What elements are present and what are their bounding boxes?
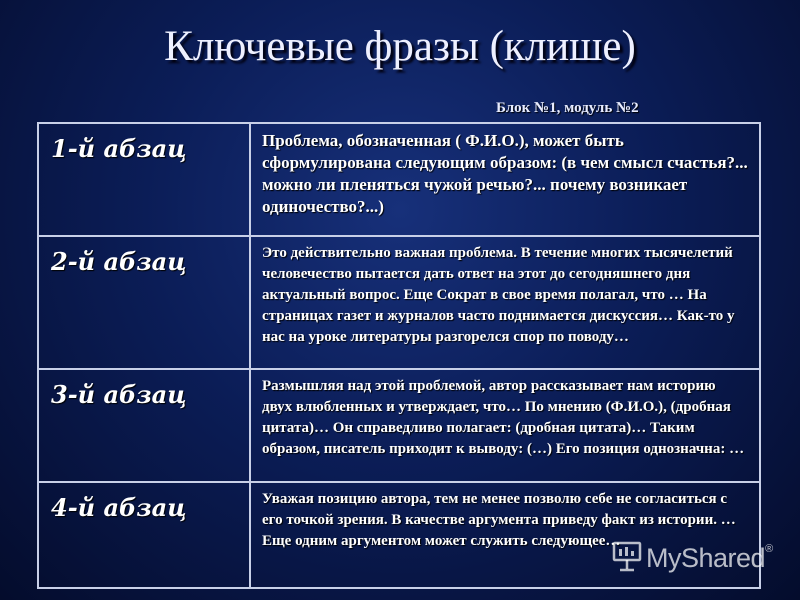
paragraph-phrases: Проблема, обозначенная ( Ф.И.О.), может быть сформулирована следующим образом: (в чем смысл счастья?... можно ли пленяться чужой речью?... почему возникает одиночество?...) [250,123,760,236]
paragraph-label: 4-й абзац [38,482,250,588]
paragraph-label: 2-й абзац [38,236,250,369]
slide-title: Ключевые фразы (клише) [164,23,636,70]
table-row [38,369,760,481]
paragraph-label: 3-й абзац [38,369,250,481]
paragraph-phrases: Это действительно важная проблема. В течение многих тысячелетий человечество пытается дать ответ на этот до сегодняшнего дня актуальный вопрос. Еще Сократ в свое время полагал, что … На страницах газет и журналов часто поднимается дискуссия… Как-то у нас на уроке литературы разгорелся спор по поводу… [250,236,760,369]
paragraph-label: 1-й абзац [38,123,250,236]
paragraph-phrases: Размышляя над этой проблемой, автор рассказывает нам историю двух влюбленных и утверждает, что… По мнению (Ф.И.О.), (дробная цитата)… Он справедливо полагает: (дробная цитата)… Таким образом, писатель приходит к выводу: (…) Его позиция однозначна: … [250,369,760,481]
table-row [38,123,760,236]
watermark-logo [612,540,773,577]
paragraph-phrases: Уважая позицию автора, тем не менее позволю себе не согласиться с его точкой зрения. В качестве аргумента приведу факт из истории. … Еще одним аргументом может служить следующее… [250,482,760,588]
table-row [38,236,760,369]
phrases-table [37,122,761,589]
watermark-text: MyShared® [646,543,773,573]
slide-subtitle: Блок №1, модуль №2 [496,100,639,116]
presentation-board-icon [612,540,642,577]
